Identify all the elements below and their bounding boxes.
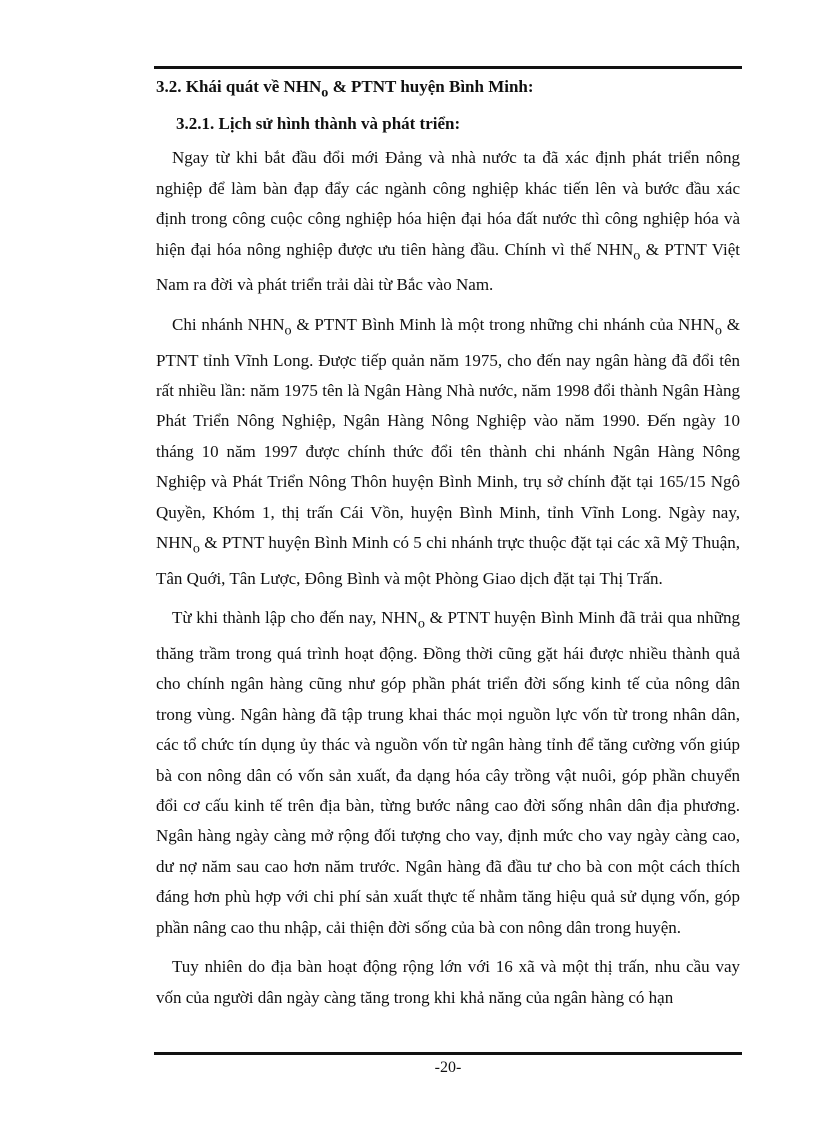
paragraph-1-text: & PTNT Việt Nam ra đời và phát triển trải dài từ Bắc vào Nam.	[156, 239, 741, 295]
page-body	[156, 72, 740, 1013]
header-rule	[154, 66, 742, 69]
footer-rule	[154, 1052, 742, 1055]
section-heading	[156, 72, 740, 107]
paragraph-1	[156, 143, 740, 300]
section-heading-text-end: & PTNT huyện Bình Minh:	[328, 77, 534, 96]
subscript: o	[284, 322, 292, 339]
subscript: o	[192, 540, 200, 557]
paragraph-2-text: & PTNT huyện Bình Minh có 5 chi nhánh trực thuộc đặt tại các xã Mỹ Thuận, Tân Quới, Tân Lược, Đông Bình và một Phòng Giao dịch đặt tại Thị Trấn.	[156, 533, 740, 588]
subscript: o	[417, 615, 425, 632]
section-heading-text: 3.2. Khái quát về NHN	[156, 77, 322, 96]
paragraph-3	[156, 603, 740, 943]
paragraph-1-text: Ngay từ khi bắt đầu đổi mới Đảng và nhà nước ta đã xác định phát triển nông nghiệp để làm bàn đạp đẩy các ngành công nghiệp khác tiến lên và bước đầu xác định trong công cuộc công nghiệp hóa hiện đại hóa đất nước thì công nghiệp hóa và hiện đại hóa nông nghiệp được ưu tiên hàng đầu. Chính vì thế NHN	[156, 148, 740, 259]
paragraph-3-text: Từ khi thành lập cho đến nay, NHN	[172, 608, 418, 628]
subsection-heading: 3.2.1. Lịch sử hình thành và phát triển:	[176, 114, 461, 134]
subscript: o	[633, 247, 641, 263]
paragraph-4	[156, 952, 740, 1013]
paragraph-4-text: Tuy nhiên do địa bàn hoạt động rộng lớn với 16 xã và một thị trấn, nhu cầu vay vốn của người dân ngày càng tăng trong khi khả năng của ngân hàng có hạn	[156, 957, 740, 1007]
paragraph-2	[156, 310, 740, 594]
paragraph-3-text: & PTNT huyện Bình Minh đã trải qua những thăng trầm trong quá trình hoạt động. Đồng thời cũng gặt hái được nhiều thành quả cho chính ngân hàng cũng như góp phần phát triển đời sống kinh tế của nông dân trong vùng. Ngân hàng đã tập trung khai thác mọi nguồn lực vốn từ trong nhân dân, các tổ chức tín dụng ủy thác và nguồn vốn từ ngân hàng tỉnh để tăng cường vốn giúp bà con nông dân có vốn sản xuất, đa dạng hóa cây trồng vật nuôi, góp phần chuyển đổi cơ cấu kinh tế trên địa bàn, từng bước nâng cao đời sống nhân dân địa phương. Ngân hàng ngày càng mở rộng đối tượng cho vay, định mức cho vay ngày càng cao, dư nợ năm sau cao hơn năm trước. Ngân hàng đã đầu tư cho bà con một cách thích đáng hơn phù hợp với chi phí sản xuất thực tế nhằm tăng hiệu quả sử dụng vốn, góp phần nâng cao thu nhập, cải thiện đời sống của bà con nông dân trong huyện.	[156, 608, 740, 937]
subscript: o	[714, 322, 722, 339]
paragraph-2-text: Chi nhánh NHN	[172, 314, 285, 334]
page-number: -20-	[434, 1059, 462, 1076]
section-heading-subscript: o	[321, 84, 329, 101]
paragraph-2-text: & PTNT tỉnh Vĩnh Long. Được tiếp quản năm 1975, cho đến nay ngân hàng đã đổi tên rất nhiều lần: năm 1975 tên là Ngân Hàng Nhà nước, năm 1998 đổi thành Ngân Hàng Phát Triển Nông Nghiệp, Ngân Hàng Nông Nghiệp vào năm 1990. Đến ngày 10 tháng 10 năm 1997 được chính thức đổi tên thành chi nhánh Ngân Hàng Nông Nghiệp và Phát Triển Nông Thôn huyện Bình Minh, trụ sở chính đặt tại 165/15 Ngô Quyền, Khóm 1, thị trấn Cái Vồn, huyện Bình Minh, tỉnh Vĩnh Long. Ngày nay, NHN	[156, 314, 740, 553]
paragraph-2-text: & PTNT Bình Minh là một trong những chi nhánh của NHN	[291, 314, 715, 334]
